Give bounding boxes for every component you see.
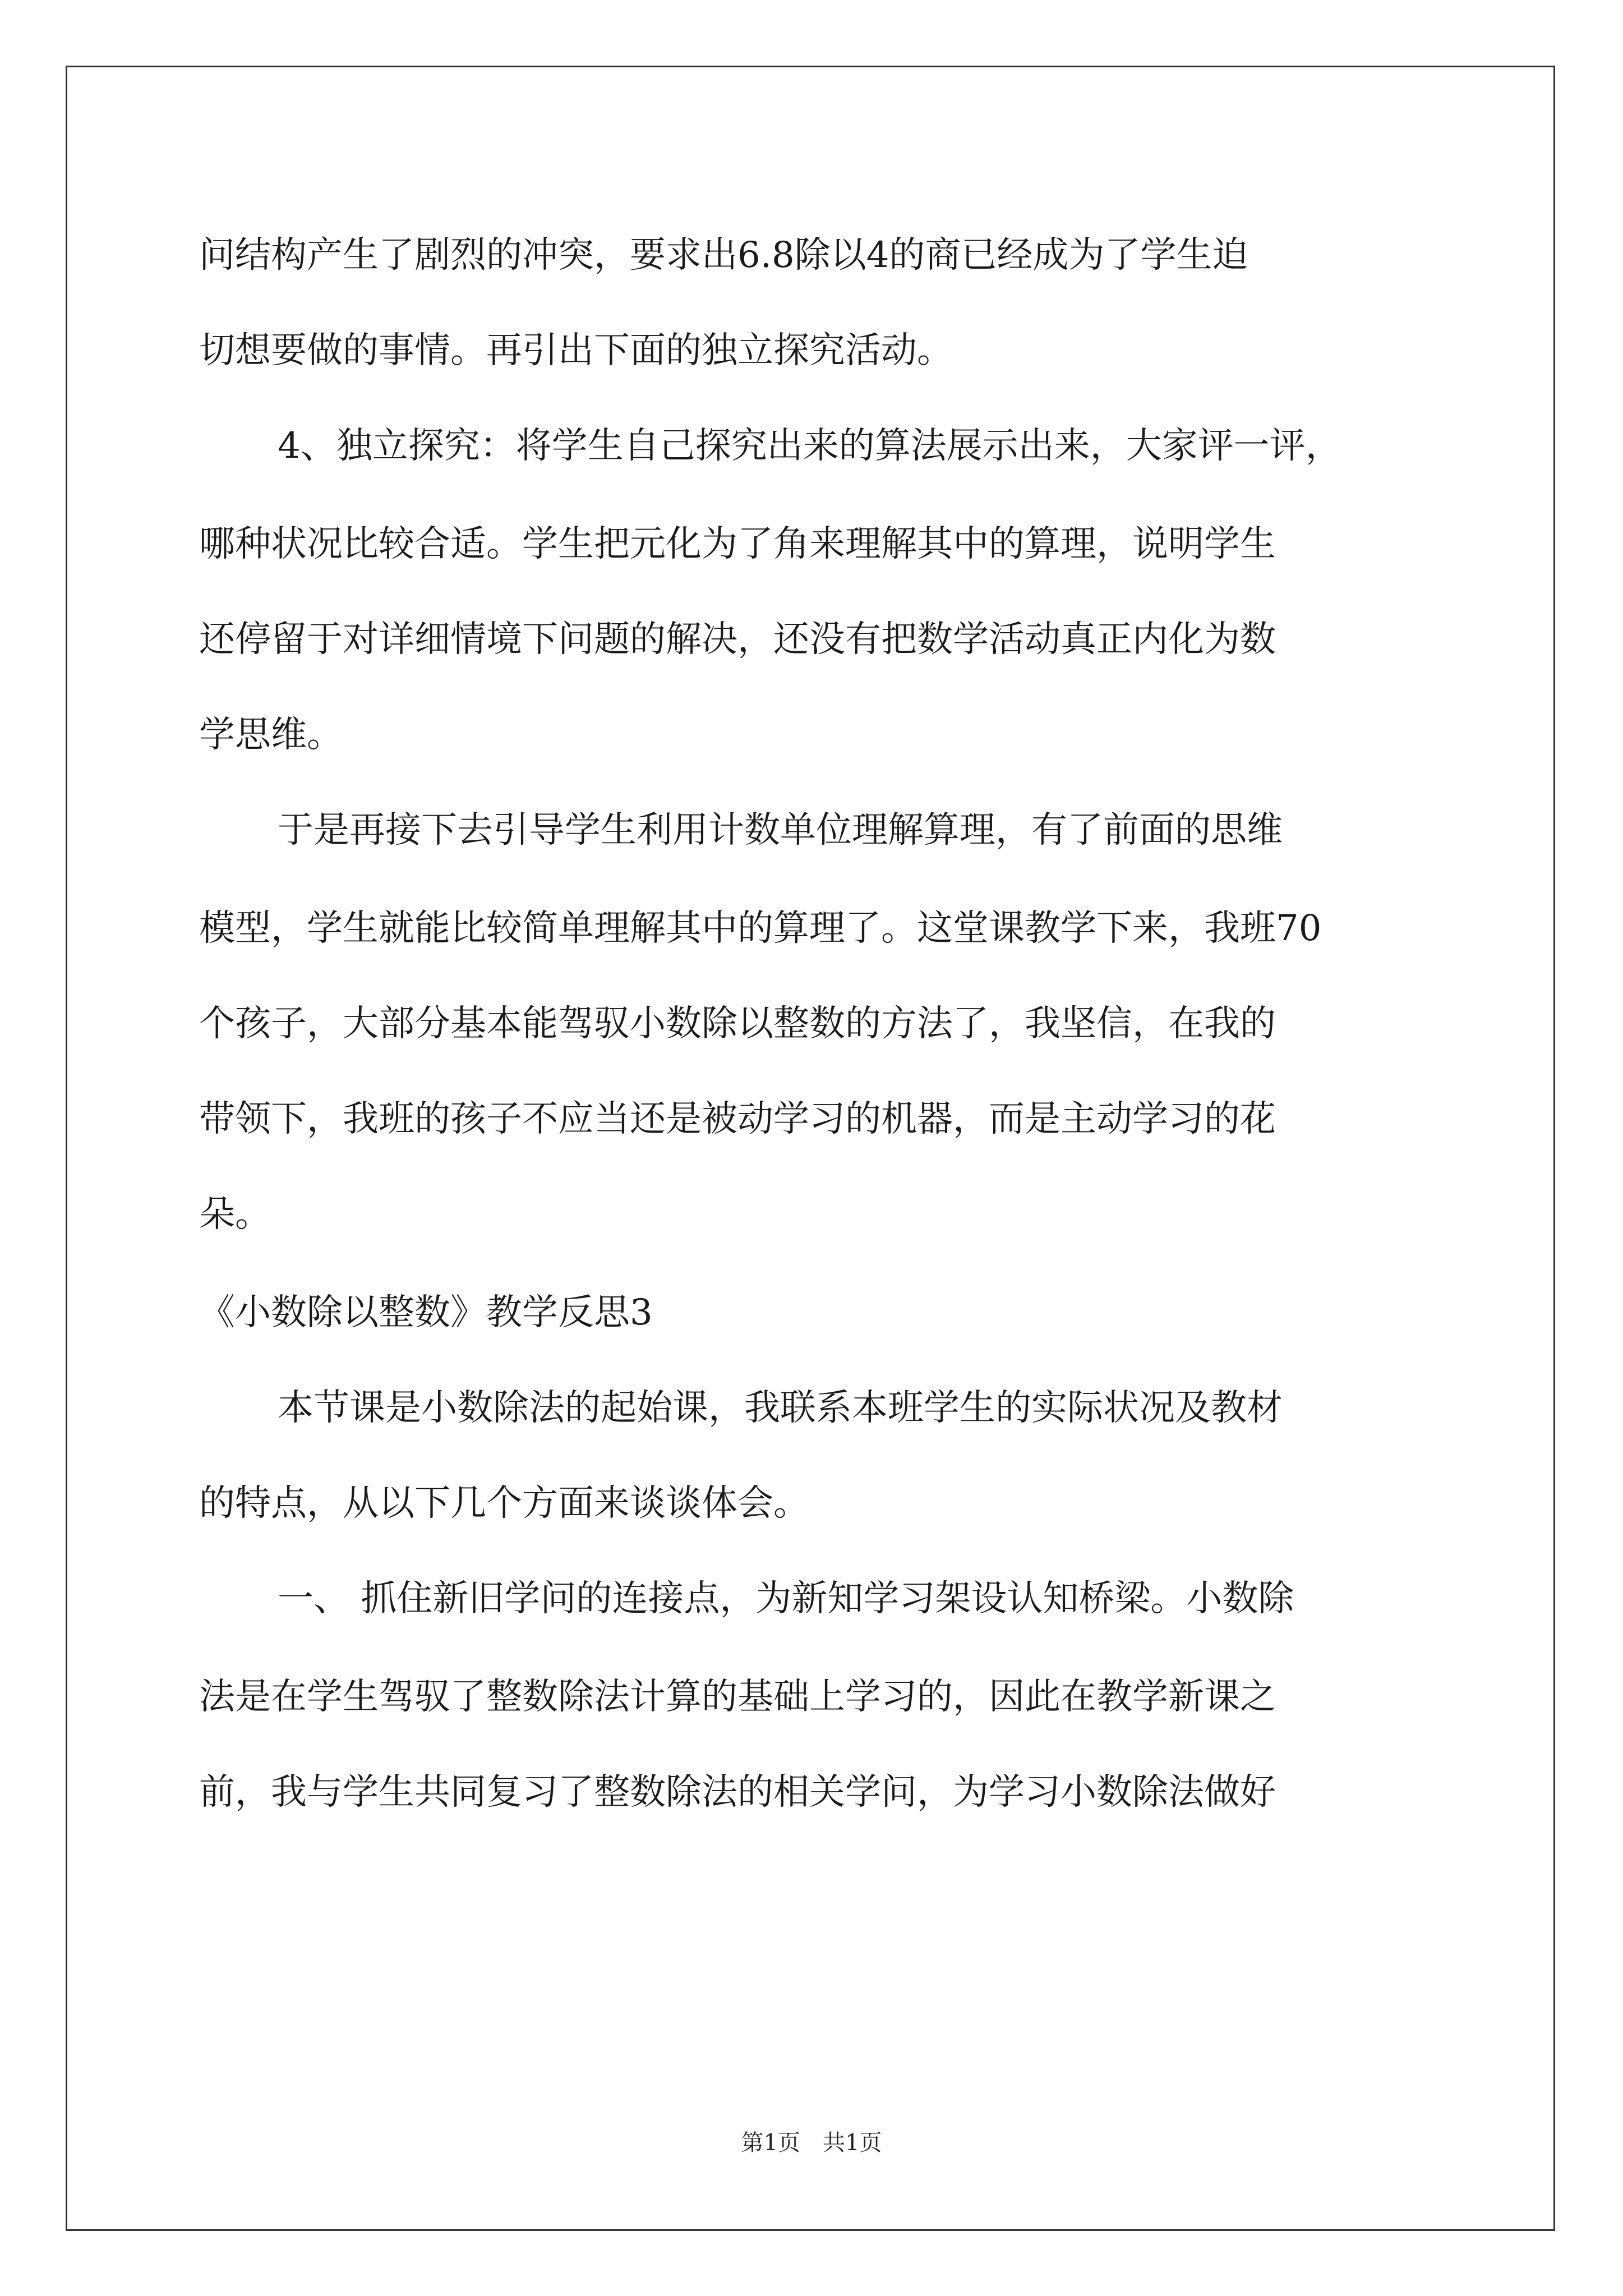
text-line: 还停留于对详细情境下问题的解决，还没有把数学活动真正内化为数	[199, 619, 1276, 660]
text-line: 个孩子，大部分基本能驾驭小数除以整数的方法了，我坚信，在我的	[199, 1003, 1276, 1045]
text-line: 法是在学生驾驭了整数除法计算的基础上学习的，因此在教学新课之	[199, 1676, 1276, 1718]
text-line: 的特点，从以下几个方面来谈谈体会。	[199, 1483, 809, 1524]
paragraph-start-line: 4、独立探究：将学生自己探究出来的算法展示出来，大家评一评，	[278, 425, 1341, 467]
text-line: 哪种状况比较合适。学生把元化为了角来理解其中的算理，说明学生	[199, 523, 1276, 565]
text-line: 带领下，我班的孩子不应当还是被动学习的机器，而是主动学习的花	[199, 1098, 1276, 1140]
text-line: 前，我与学生共同复习了整数除法的相关学问，为学习小数除法做好	[199, 1772, 1276, 1813]
paragraph-start-line: 本节课是小数除法的起始课，我联系本班学生的实际状况及教材	[278, 1387, 1283, 1429]
page-footer: 第1页 共1页	[741, 2130, 882, 2156]
page-border	[66, 66, 1555, 2231]
text-line: 学思维。	[199, 714, 343, 756]
text-line: 切想要做的事情。再引出下面的独立探究活动。	[199, 330, 953, 371]
paragraph-start-line: 一、 抓住新旧学问的连接点，为新知学习架设认知桥梁。小数除	[278, 1578, 1294, 1619]
text-line: 问结构产生了剧烈的冲突，要求出6.8除以4的商已经成为了学生迫	[199, 234, 1248, 276]
section-heading: 《小数除以整数》教学反思3	[199, 1292, 653, 1333]
paragraph-start-line: 于是再接下去引导学生利用计数单位理解算理，有了前面的思维	[278, 809, 1283, 851]
text-line: 模型，学生就能比较简单理解其中的算理了。这堂课教学下来，我班70	[199, 908, 1322, 949]
text-line: 朵。	[199, 1194, 271, 1235]
